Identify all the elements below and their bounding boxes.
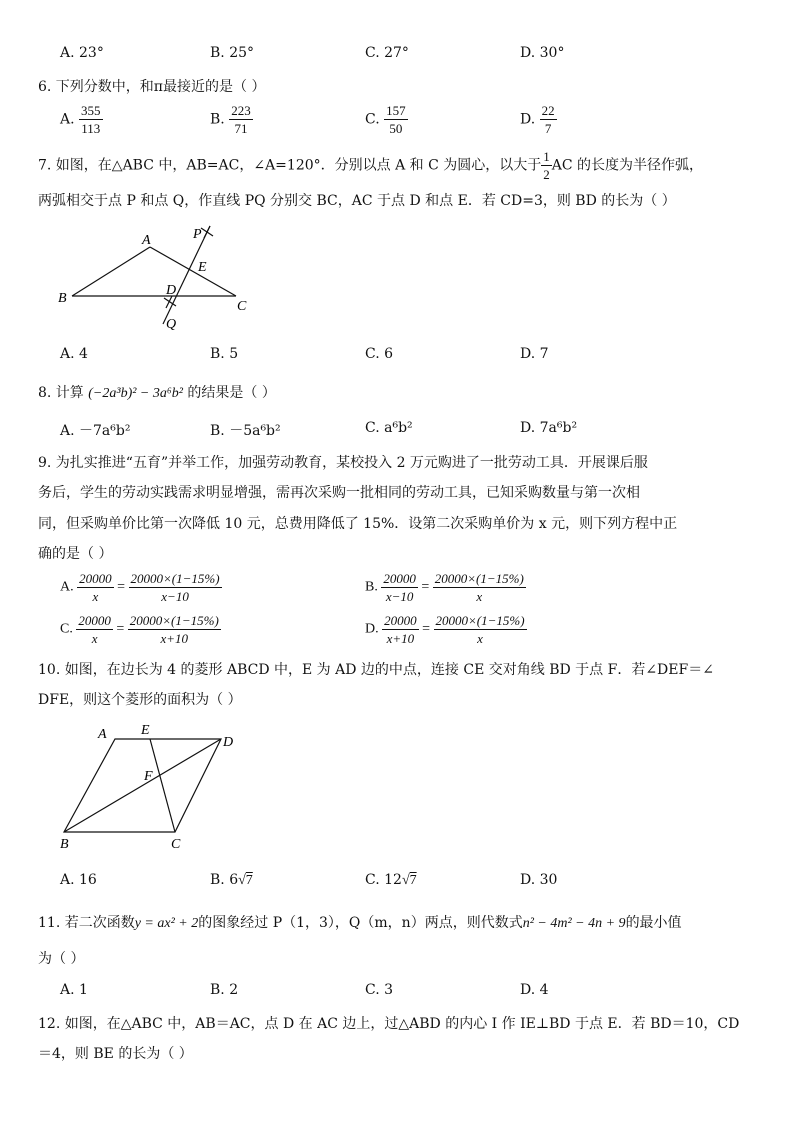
q11-stem-pre: 11. 若二次函数 — [38, 915, 135, 931]
q11-function: y = ax² + 2 — [134, 916, 199, 931]
q7-option-d: D. 7 — [520, 346, 549, 362]
segment-ac — [150, 247, 236, 296]
left-fraction — [76, 612, 113, 647]
q8-option-a: A. －7a⁶b² — [60, 423, 131, 439]
label-b: B — [58, 291, 67, 306]
q11-option-b: B. 2 — [210, 982, 239, 998]
q11-stem-line2: 为（ ） — [38, 951, 85, 967]
numerator: 20000 — [384, 613, 417, 628]
q5-option-b: B. 25° — [210, 45, 255, 61]
denominator: 113 — [81, 121, 101, 136]
denominator: x+10 — [386, 631, 415, 646]
q6-option-a-fraction — [79, 102, 103, 137]
numerator: 355 — [81, 103, 101, 118]
numerator: 20000×(1−15%) — [434, 571, 524, 586]
denominator: 2 — [543, 167, 550, 182]
q5-option-d: D. 30° — [520, 45, 565, 61]
denominator: x−10 — [161, 589, 189, 604]
q9-option-b-label: B. — [365, 579, 378, 595]
numerator: 20000 — [79, 571, 112, 586]
equals-sign: = — [117, 579, 126, 595]
q9-stem-line1: 9. 为扎实推进“五育”并举工作，加强劳动教育，某校投入 2 万元购进了一批劳动工具．开展课后服 — [38, 455, 648, 471]
line-pq — [163, 226, 210, 324]
label-p: P — [193, 227, 202, 242]
numerator: 20000×(1−15%) — [435, 613, 525, 628]
numerator: 22 — [541, 103, 555, 118]
sqrt-icon: √ — [238, 873, 246, 888]
q6-option-b-fraction — [229, 102, 253, 137]
q7-stem-line1 — [38, 148, 703, 183]
label-e: E — [141, 723, 150, 738]
q9-option-d — [365, 612, 527, 647]
q11-stem-line1 — [38, 912, 682, 932]
q10-option-c-coefficient: C. 12 — [365, 872, 402, 888]
q7-option-a: A. 4 — [60, 346, 88, 362]
label-c: C — [171, 837, 181, 852]
q7-half-fraction — [541, 148, 552, 183]
q6-option-b-label: B. — [210, 111, 230, 128]
right-fraction — [128, 612, 221, 647]
label-f: F — [144, 769, 153, 784]
equals-sign: = — [116, 621, 125, 637]
q11-stem-post: 的最小值 — [625, 915, 682, 931]
q10-stem-line1: 10. 如图，在边长为 4 的菱形 ABCD 中，E 为 AD 边的中点，连接 CE 交对角线 BD 于点 F．若∠DEF＝∠ — [38, 662, 714, 678]
numerator: 20000×(1−15%) — [129, 613, 219, 628]
radicand: 7 — [409, 873, 417, 888]
label-d: D — [166, 283, 177, 298]
q6-stem: 6. 下列分数中，和π最接近的是（ ） — [38, 79, 266, 95]
q9-option-a-label: A. — [60, 579, 74, 595]
q6-option-b — [210, 102, 253, 137]
q10-option-d: D. 30 — [520, 872, 558, 888]
numerator: 20000 — [383, 571, 416, 586]
denominator: x — [92, 589, 99, 604]
numerator: 20000 — [78, 613, 111, 628]
q9-option-d-label: D. — [365, 621, 379, 637]
denominator: 71 — [234, 121, 248, 136]
equals-sign: = — [421, 579, 430, 595]
q8-stem — [38, 382, 276, 402]
label-c: C — [237, 299, 247, 314]
q7-stem-part1: 7. 如图，在△ABC 中，AB=AC，∠A=120°．分别以点 A 和 C 为圆心，以大于 — [38, 157, 542, 174]
numerator: 20000×(1−15%) — [130, 571, 220, 586]
left-fraction — [77, 570, 114, 605]
arc-mark-p — [201, 226, 213, 238]
right-fraction — [433, 570, 526, 605]
radicand: 7 — [245, 873, 253, 888]
segment-ab — [72, 247, 150, 296]
q5-option-a: A. 23° — [60, 45, 104, 61]
q9-option-b — [365, 570, 526, 605]
label-e: E — [198, 260, 207, 275]
q7-figure — [50, 222, 270, 337]
q7-option-c: C. 6 — [365, 346, 394, 362]
numerator: 157 — [386, 103, 406, 118]
label-a: A — [98, 727, 107, 742]
q9-stem-line3: 同，但采购单价比第一次降低 10 元，总费用降低了 15%．设第二次采购单价为 x 元，则下列方程中正 — [38, 516, 678, 532]
q7-option-b: B. 5 — [210, 346, 239, 362]
q12-stem-line2: ＝4，则 BE 的长为（ ） — [38, 1046, 193, 1062]
numerator: 223 — [231, 103, 251, 118]
q11-option-d: D. 4 — [520, 982, 549, 998]
label-d: D — [223, 735, 234, 750]
segment-ce — [150, 739, 175, 832]
q5-option-c: C. 27° — [365, 45, 409, 61]
label-b: B — [60, 837, 69, 852]
q8-option-d: D. 7a⁶b² — [520, 420, 578, 436]
label-q: Q — [166, 317, 177, 332]
q8-expression: (−2a³b)² − 3a⁶b² — [88, 386, 183, 401]
q10-figure — [50, 720, 250, 855]
denominator: x — [91, 631, 98, 646]
q6-option-a — [60, 102, 103, 137]
q10-option-a: A. 16 — [60, 872, 97, 888]
q6-option-c — [365, 102, 408, 137]
label-a: A — [142, 233, 151, 248]
q8-stem-pre: 8. 计算 — [38, 385, 84, 401]
numerator: 1 — [543, 149, 550, 164]
q6-option-c-label: C. — [365, 111, 385, 128]
denominator: x — [476, 589, 483, 604]
q6-option-a-label: A. — [60, 111, 80, 128]
denominator: x — [477, 631, 483, 646]
q10-option-b — [210, 872, 253, 889]
q8-option-c: C. a⁶b² — [365, 420, 413, 436]
q11-option-a: A. 1 — [60, 982, 88, 998]
q7-stem-line2: 两弧相交于点 P 和点 Q，作直线 PQ 分别交 BC，AC 于点 D 和点 E．若 CD=3，则 BD 的长为（ ） — [38, 193, 676, 209]
q7-stem-part2: AC 的长度为半径作弧， — [551, 157, 704, 174]
q9-option-c — [60, 612, 221, 647]
right-fraction — [434, 612, 527, 647]
q10-option-c — [365, 872, 417, 889]
q9-stem-line4: 确的是（ ） — [38, 546, 113, 562]
q8-stem-post: 的结果是（ ） — [187, 385, 276, 401]
q6-option-d-label: D. — [520, 111, 540, 128]
denominator: x−10 — [385, 589, 414, 604]
denominator: x+10 — [160, 631, 189, 646]
equals-sign: = — [422, 621, 431, 637]
q12-stem-line1: 12. 如图，在△ABC 中，AB＝AC，点 D 在 AC 边上，过△ABD 的内心 I 作 IE⊥BD 于点 E．若 BD＝10，CD — [38, 1016, 740, 1032]
denominator: 7 — [544, 121, 552, 136]
q11-option-c: C. 3 — [365, 982, 394, 998]
q9-option-a — [60, 570, 222, 605]
q10-option-b-coefficient: B. 6 — [210, 872, 239, 888]
denominator: 50 — [389, 121, 403, 136]
q6-option-c-fraction — [384, 102, 408, 137]
q10-stem-line2: DFE，则这个菱形的面积为（ ） — [38, 692, 242, 708]
left-fraction — [381, 570, 418, 605]
q9-option-c-label: C. — [60, 621, 73, 637]
q11-expression: n² − 4m² − 4n + 9 — [522, 916, 626, 931]
q9-stem-line2: 务后，学生的劳动实践需求明显增强，需再次采购一批相同的劳动工具，已知采购数量与第一次相 — [38, 485, 640, 501]
q6-option-d — [520, 102, 557, 137]
left-fraction — [382, 612, 419, 647]
q8-option-b: B. －5a⁶b² — [210, 423, 281, 439]
q11-stem-mid: 的图象经过 P（1，3），Q（m，n）两点，则代数式 — [198, 915, 523, 931]
sqrt-icon: √ — [401, 873, 410, 888]
q6-option-d-fraction — [540, 102, 557, 137]
right-fraction — [129, 570, 222, 605]
